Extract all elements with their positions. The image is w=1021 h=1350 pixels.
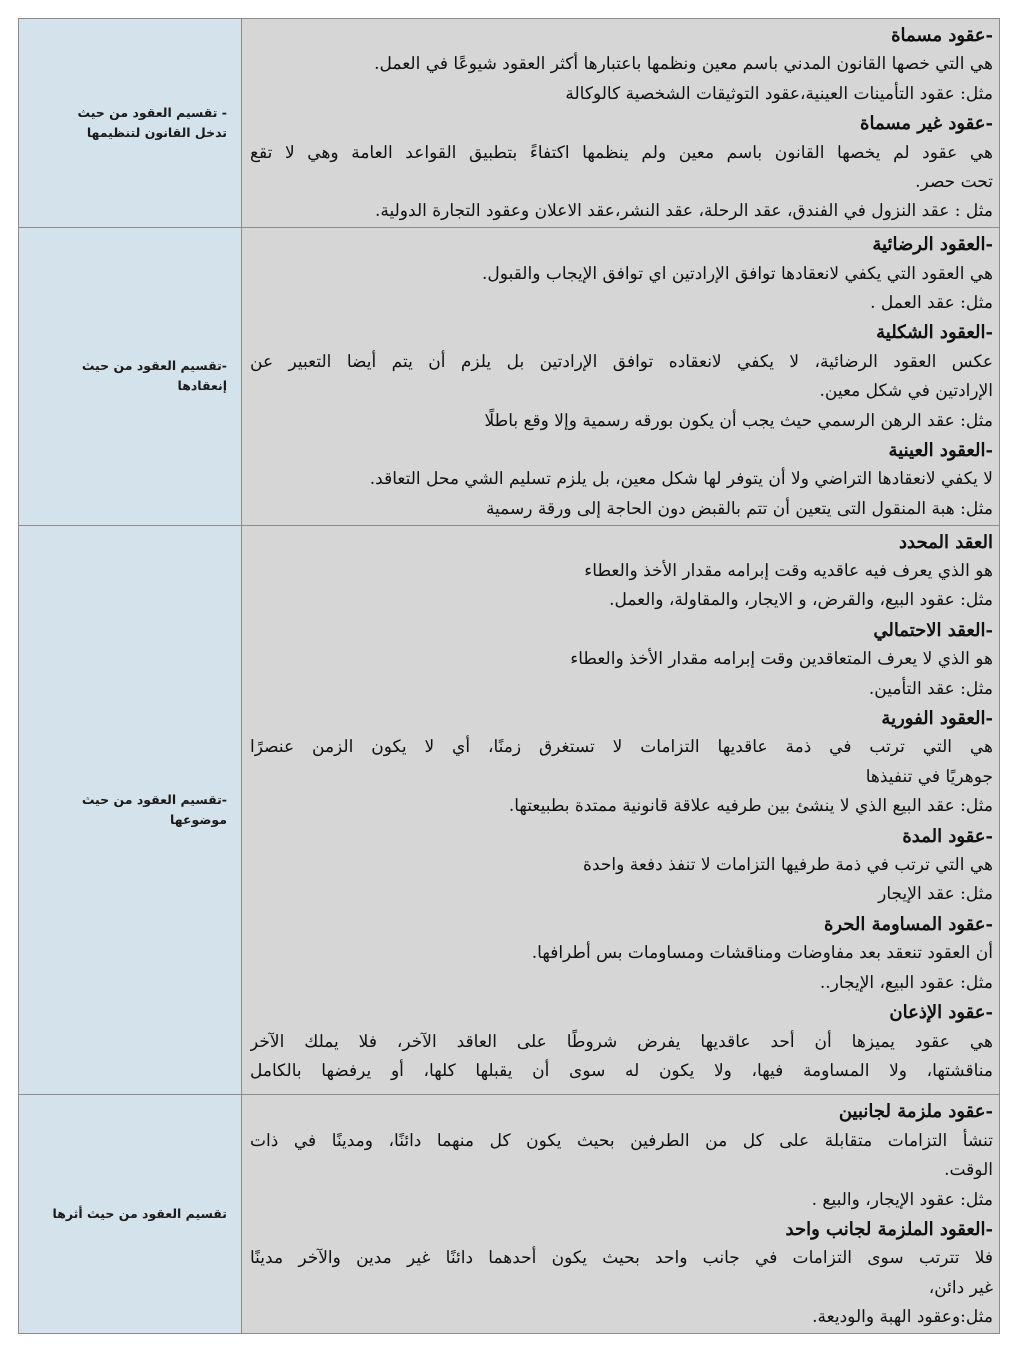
row-content-cell (242, 228, 1000, 525)
section-heading: -عقود الإذعان (889, 1002, 993, 1024)
text-line: هي التي ترتب في ذمة طرفيها التزامات لا تنفذ دفعة واحدة (583, 855, 993, 876)
text-line: أن العقود تنعقد بعد مفاوضات ومناقشات ومساومات بس أطرافها. (531, 943, 993, 964)
text-line: هي عقود يميزها أن أحد عاقديها يفرض شروطًا على العاقد الآخر، فلا يملك الآخر (250, 1031, 993, 1052)
row-content-cell (242, 19, 1000, 228)
text-line: مثل: عقد العمل . (870, 292, 993, 313)
row-label: -تقسيم العقود من حيث موضوعها (81, 791, 227, 827)
document-page (18, 18, 1000, 1334)
section-heading: -العقود الفورية (881, 708, 993, 730)
text-line: مثل: عقود البيع، الإيجار.. (819, 972, 993, 993)
section-heading: -العقود الملزمة لجانب واحد (785, 1219, 993, 1241)
text-line: مثل: عقود الإيجار، والبيع . (811, 1189, 993, 1210)
text-line: هي العقود التي يكفي لانعقادها توافق الإرادتين اي توافق الإيجاب والقبول. (482, 263, 993, 284)
text-line: مناقشتها، ولا المساومة فيها، ولا يكون له سوى أن يقبلها كلها، أو يرفضها بالكامل (250, 1060, 993, 1081)
row-label-cell (19, 1095, 242, 1334)
text-line: هي عقود لم يخصها القانون باسم معين ولم ينظمها اكتفاءً بتطبيق القواعد العامة وهي لا تقع (250, 142, 993, 163)
section-heading: -العقود العينية (888, 439, 993, 461)
text-line: فلا تترتب سوى التزامات في جانب واحد بحيث يكون أحدهما دائنًا غير مدين والآخر مدينًا (250, 1248, 993, 1269)
table-row-by-formation (19, 228, 1000, 525)
section-heading: -عقود المساومة الحرة (823, 913, 993, 935)
row-content-cell (242, 525, 1000, 1095)
section-heading: -عقود ملزمة لجانبين (838, 1101, 993, 1123)
text-line: مثل:وعقود الهبة والوديعة. (812, 1307, 993, 1328)
text-line: الوقت. (944, 1160, 993, 1181)
text-line: مثل : عقد النزول في الفندق، عقد الرحلة، عقد النشر،عقد الاعلان وعقود التجارة الدولية. (374, 201, 993, 222)
text-line: مثل: عقود التأمينات العينية،عقود التوثيقات الشخصية كالوكالة (565, 83, 993, 104)
text-line: مثل: عقد الإيجار (878, 884, 993, 905)
text-line: مثل: عقد التأمين. (868, 678, 993, 699)
text-line: لا يكفي لانعقادها التراضي ولا أن يتوفر لها شكل معين، بل يلزم تسليم الشي محل التعاقد. (369, 469, 993, 490)
text-line: مثل: عقد البيع الذي لا ينشئ بين طرفيه علاقة قانونية ممتدة بطبيعتها. (508, 796, 993, 817)
table-row-by-subject (19, 525, 1000, 1095)
section-heading: -العقد الاحتمالي (873, 619, 993, 641)
section-heading: العقد المحدد (899, 531, 993, 553)
text-line: هي التي ترتب في ذمة عاقديها التزامات لا تستغرق زمنًا، أي لا يكون الزمن عنصرًا (250, 737, 993, 758)
row-label-cell (19, 525, 242, 1095)
text-line: تحت حصر. (915, 172, 993, 193)
row-label-cell (19, 228, 242, 525)
section-heading: -العقود الرضائية (872, 234, 993, 256)
row-label-cell (19, 19, 242, 228)
row-label: -تقسيم العقود من حيث إنعقادها (81, 358, 227, 394)
row-label: - تقسيم العقود من حيث تدخل القانون لتنظيمها (77, 105, 227, 141)
text-line: مثل: هبة المنقول التى يتعين أن تتم بالقبض دون الحاجة إلى ورقة رسمية (485, 498, 993, 519)
text-line: عكس العقود الرضائية، لا يكفي لانعقاده توافق الإرادتين بل يلزم أن يتم أيضا التعبير عن (250, 351, 993, 372)
row-label: تقسيم العقود من حيث أثرها (52, 1206, 227, 1222)
text-line: تنشأ التزامات متقابلة على كل من الطرفين بحيث يكون كل منهما دائنًا، ومدينًا في ذات (250, 1130, 993, 1151)
text-line: جوهريًا في تنفيذها (865, 766, 993, 787)
section-heading: -العقود الشكلية (876, 322, 993, 344)
text-line: غير دائن، (928, 1277, 993, 1298)
text-line: هو الذي يعرف فيه عاقديه وقت إبرامه مقدار الأخذ والعطاء (584, 561, 993, 581)
contracts-classification-table (18, 18, 1000, 1334)
section-heading: -عقود المدة (902, 825, 993, 847)
text-line: الإرادتين في شكل معين. (819, 381, 993, 402)
section-heading: -عقود مسماة (891, 25, 993, 46)
section-heading: -عقود غير مسماة (860, 113, 993, 135)
text-line: هي التي خصها القانون المدني باسم معين ونظمها باعتبارها أكثر العقود شيوعًا في العمل. (374, 54, 993, 75)
table-row-by-effect (19, 1095, 1000, 1334)
text-line: مثل: عقد الرهن الرسمي حيث يجب أن يكون بورقه رسمية وإلا وقع باطلًا (484, 410, 993, 431)
text-line: مثل: عقود البيع، والقرض، و الايجار، والمقاولة، والعمل. (609, 590, 993, 611)
row-content-cell (242, 1095, 1000, 1334)
table-row-by-law-regulation (19, 19, 1000, 228)
text-line: هو الذي لا يعرف المتعاقدين وقت إبرامه مقدار الأخذ والعطاء (570, 649, 993, 670)
